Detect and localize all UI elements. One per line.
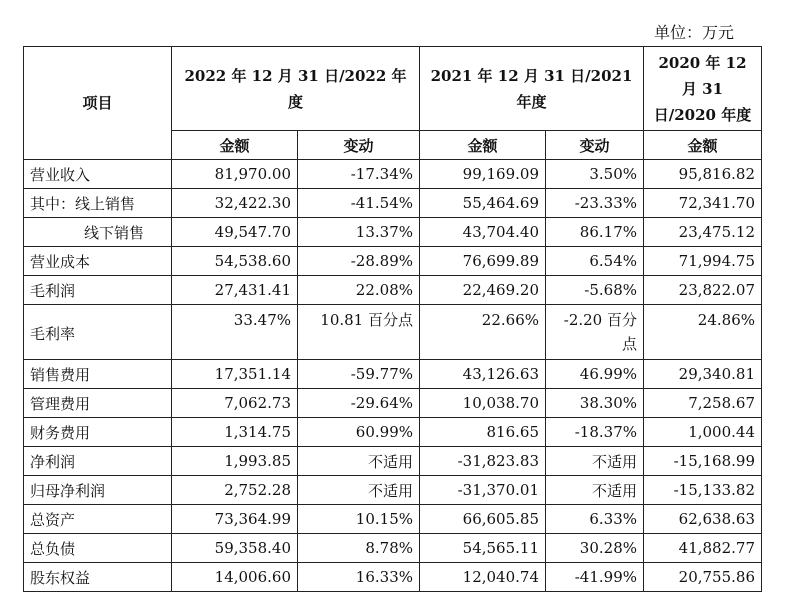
amount-2021: 43,126.63 (420, 360, 546, 389)
amount-2021: 43,704.40 (420, 218, 546, 247)
amount-2021: 22,469.20 (420, 276, 546, 305)
table-row (24, 418, 762, 447)
amount-2021: -31,370.01 (420, 476, 546, 505)
amount-2022: 1,314.75 (172, 418, 298, 447)
row-label: 营业成本 (24, 247, 172, 276)
amount-2021: -31,823.83 (420, 447, 546, 476)
amount-2020: -15,133.82 (644, 476, 762, 505)
change-2022: 22.08% (298, 276, 420, 305)
change-2021: -23.33% (546, 189, 644, 218)
amount-2021: 99,169.09 (420, 160, 546, 189)
amount-2020: 23,822.07 (644, 276, 762, 305)
row-label: 线下销售 (24, 218, 172, 247)
amount-2021: 54,565.11 (420, 534, 546, 563)
amount-2022: 49,547.70 (172, 218, 298, 247)
change-2022: -59.77% (298, 360, 420, 389)
row-label: 总负债 (24, 534, 172, 563)
change-2022: -41.54% (298, 189, 420, 218)
change-2022: 10.15% (298, 505, 420, 534)
header-amount-2020: 金额 (644, 131, 762, 160)
change-2021: 不适用 (546, 447, 644, 476)
change-2022: -28.89% (298, 247, 420, 276)
change-2021: 6.54% (546, 247, 644, 276)
header-period-2021: 2021 年 12 月 31 日/2021 年度 (420, 47, 644, 131)
change-2021: 不适用 (546, 476, 644, 505)
change-2022: 不适用 (298, 447, 420, 476)
amount-2020: 72,341.70 (644, 189, 762, 218)
amount-2020: 41,882.77 (644, 534, 762, 563)
amount-2021: 66,605.85 (420, 505, 546, 534)
amount-2022: 59,358.40 (172, 534, 298, 563)
amount-2022: 33.47% (172, 305, 298, 360)
amount-2020: 95,816.82 (644, 160, 762, 189)
amount-2022: 7,062.73 (172, 389, 298, 418)
amount-2022: 27,431.41 (172, 276, 298, 305)
amount-2020: 29,340.81 (644, 360, 762, 389)
change-2022: 不适用 (298, 476, 420, 505)
change-2022: 10.81 百分点 (298, 305, 420, 360)
amount-2022: 1,993.85 (172, 447, 298, 476)
amount-2020: 24.86% (644, 305, 762, 360)
amount-2021: 55,464.69 (420, 189, 546, 218)
amount-2021: 816.65 (420, 418, 546, 447)
row-label: 总资产 (24, 505, 172, 534)
amount-2022: 32,422.30 (172, 189, 298, 218)
table-row (24, 476, 762, 505)
amount-2022: 73,364.99 (172, 505, 298, 534)
header-period-2020: 2020 年 12 月 31 日/2020 年度 (644, 47, 762, 131)
change-2021: 86.17% (546, 218, 644, 247)
header-change-2021: 变动 (546, 131, 644, 160)
row-label: 股东权益 (24, 563, 172, 592)
row-label: 净利润 (24, 447, 172, 476)
change-2022: 8.78% (298, 534, 420, 563)
change-2022: 16.33% (298, 563, 420, 592)
change-2021: 38.30% (546, 389, 644, 418)
row-label: 毛利润 (24, 276, 172, 305)
header-amount-2021: 金额 (420, 131, 546, 160)
change-2021: 6.33% (546, 505, 644, 534)
table-row (24, 389, 762, 418)
financial-summary-table (23, 46, 762, 592)
amount-2021: 76,699.89 (420, 247, 546, 276)
amount-2021: 12,040.74 (420, 563, 546, 592)
amount-2022: 2,752.28 (172, 476, 298, 505)
amount-2021: 10,038.70 (420, 389, 546, 418)
change-2021: -18.37% (546, 418, 644, 447)
header-period-2022: 2022 年 12 月 31 日/2022 年度 (172, 47, 420, 131)
header-amount-2022: 金额 (172, 131, 298, 160)
change-2021: -2.20 百分点 (546, 305, 644, 360)
table-row (24, 305, 762, 360)
table-row (24, 563, 762, 592)
amount-2020: 71,994.75 (644, 247, 762, 276)
change-2022: 60.99% (298, 418, 420, 447)
change-2021: -41.99% (546, 563, 644, 592)
table-row (24, 247, 762, 276)
table-row (24, 189, 762, 218)
amount-2020: 62,638.63 (644, 505, 762, 534)
amount-2022: 81,970.00 (172, 160, 298, 189)
row-label: 归母净利润 (24, 476, 172, 505)
change-2021: 46.99% (546, 360, 644, 389)
amount-2020: 23,475.12 (644, 218, 762, 247)
row-label: 营业收入 (24, 160, 172, 189)
table-row (24, 276, 762, 305)
amount-2020: 7,258.67 (644, 389, 762, 418)
row-label: 其中：线上销售 (24, 189, 172, 218)
amount-2020: -15,168.99 (644, 447, 762, 476)
amount-2022: 14,006.60 (172, 563, 298, 592)
table-row (24, 218, 762, 247)
table-row (24, 505, 762, 534)
amount-2022: 17,351.14 (172, 360, 298, 389)
row-label: 毛利率 (24, 305, 172, 360)
table-row (24, 534, 762, 563)
header-item: 项目 (24, 47, 172, 160)
change-2021: -5.68% (546, 276, 644, 305)
change-2022: 13.37% (298, 218, 420, 247)
change-2021: 30.28% (546, 534, 644, 563)
header-row-periods (24, 47, 762, 131)
row-label: 销售费用 (24, 360, 172, 389)
change-2021: 3.50% (546, 160, 644, 189)
header-change-2022: 变动 (298, 131, 420, 160)
row-label: 财务费用 (24, 418, 172, 447)
change-2022: -29.64% (298, 389, 420, 418)
change-2022: -17.34% (298, 160, 420, 189)
unit-label: 单位：万元 (653, 23, 734, 42)
table-row (24, 160, 762, 189)
amount-2021: 22.66% (420, 305, 546, 360)
table-row (24, 447, 762, 476)
table-row (24, 360, 762, 389)
amount-2022: 54,538.60 (172, 247, 298, 276)
amount-2020: 1,000.44 (644, 418, 762, 447)
amount-2020: 20,755.86 (644, 563, 762, 592)
row-label: 管理费用 (24, 389, 172, 418)
